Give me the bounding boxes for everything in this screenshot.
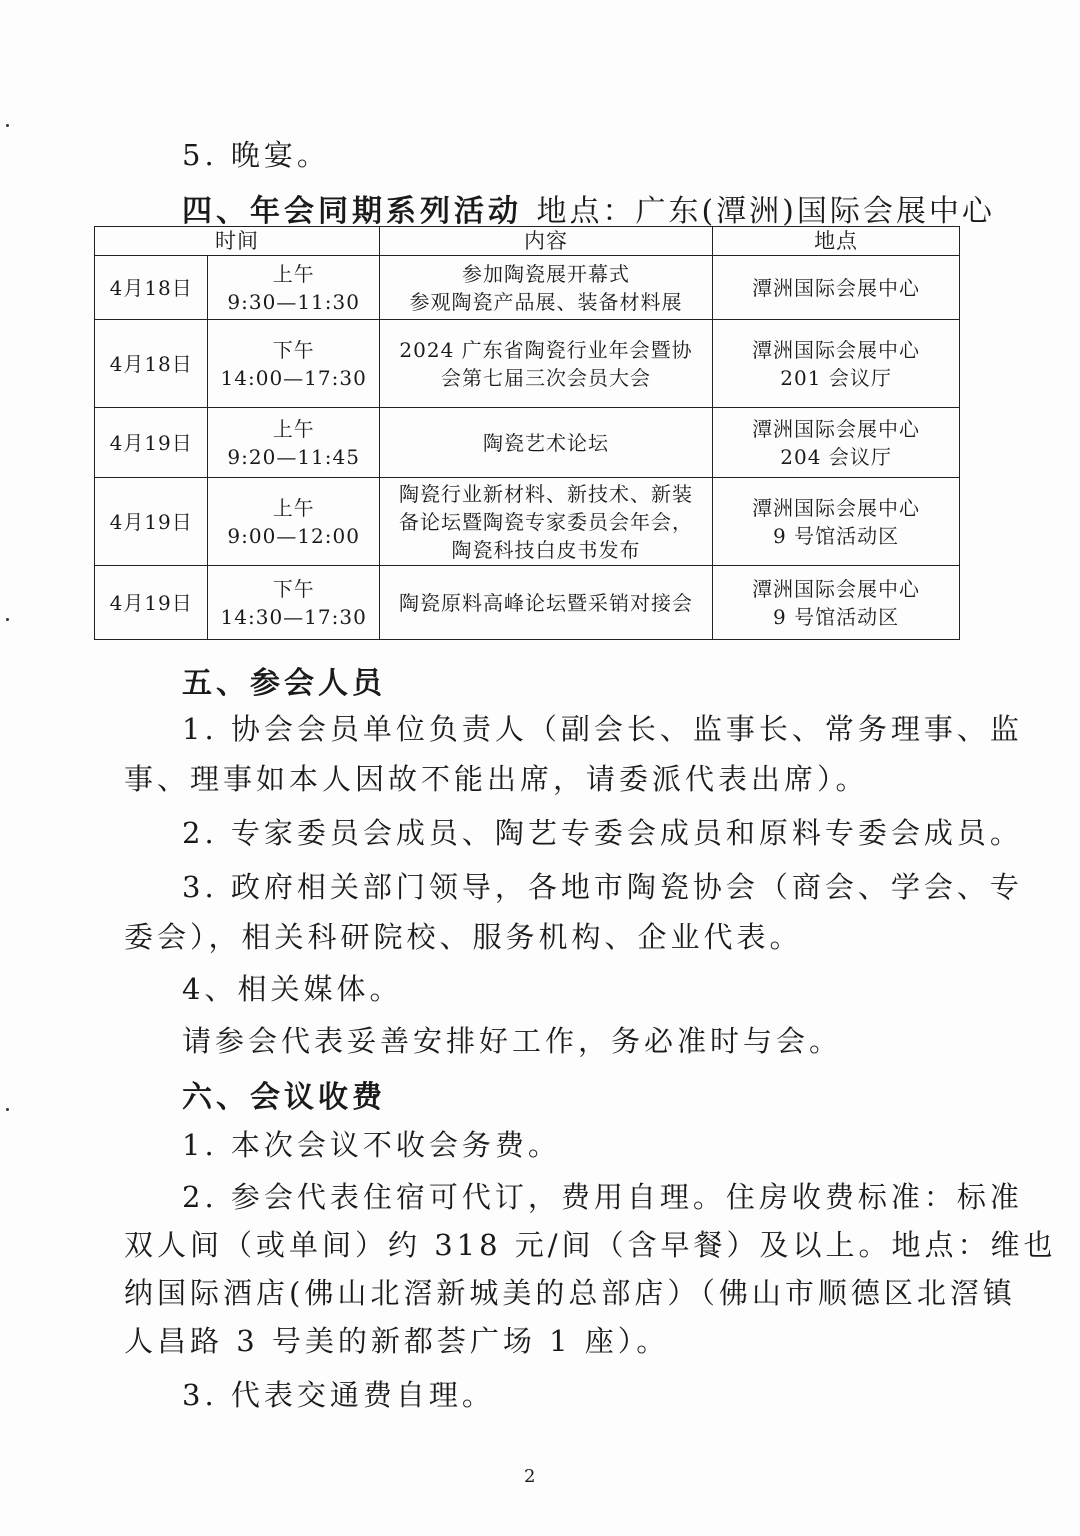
table-row <box>95 320 960 408</box>
place-line: 9 号馆活动区 <box>773 604 900 629</box>
section-5-line: 事、理事如本人因故不能出席，请委派代表出席）。 <box>124 762 869 796</box>
table-header-row <box>95 227 960 256</box>
place-line: 潭洲国际会展中心 <box>752 275 921 300</box>
margin-mark <box>6 1108 9 1111</box>
time-range: 9:30—11:30 <box>227 289 360 314</box>
section-6-line: 双人间（或单间）约 318 元/间（含早餐）及以上。地点：维也 <box>124 1228 1057 1262</box>
content-line: 陶瓷行业新材料、新技术、新装 <box>399 481 694 506</box>
section-5-line: 委会），相关科研院校、服务机构、企业代表。 <box>124 920 803 954</box>
cell-time <box>208 408 380 478</box>
cell-content <box>379 566 712 640</box>
table-row <box>95 408 960 478</box>
content-line: 陶瓷艺术论坛 <box>483 430 610 455</box>
section-4-heading <box>182 186 995 230</box>
cell-date: 4月19日 <box>95 408 208 478</box>
cell-place <box>713 478 960 566</box>
header-content: 内容 <box>379 227 712 256</box>
table-row <box>95 566 960 640</box>
content-line: 备论坛暨陶瓷专家委员会年会， <box>399 509 694 534</box>
cell-date: 4月19日 <box>95 566 208 640</box>
content-line: 2024 广东省陶瓷行业年会暨协 <box>399 337 693 362</box>
section-5-line: 3. 政府相关部门领导，各地市陶瓷协会（商会、学会、专 <box>182 870 1023 904</box>
place-line: 潭洲国际会展中心 <box>752 495 921 520</box>
place-line: 潭洲国际会展中心 <box>752 416 921 441</box>
cell-time <box>208 320 380 408</box>
header-time: 时间 <box>95 227 380 256</box>
cell-date: 4月19日 <box>95 478 208 566</box>
item-5-text: 5. 晚宴。 <box>182 138 330 172</box>
cell-place <box>713 408 960 478</box>
cell-date: 4月18日 <box>95 256 208 320</box>
activity-schedule-table <box>94 226 960 640</box>
section-4-title: 四、年会同期系列活动 <box>182 194 522 229</box>
content-line: 参观陶瓷产品展、装备材料展 <box>409 289 683 314</box>
cell-time <box>208 478 380 566</box>
place-line: 潭洲国际会展中心 <box>752 576 921 601</box>
content-line: 参加陶瓷展开幕式 <box>462 261 631 286</box>
cell-content <box>379 320 712 408</box>
margin-mark <box>6 618 9 621</box>
section-5-line: 请参会代表妥善安排好工作，务必准时与会。 <box>182 1024 843 1058</box>
cell-place <box>713 566 960 640</box>
section-5-line: 4、相关媒体。 <box>182 972 403 1006</box>
table-row <box>95 478 960 566</box>
place-line: 201 会议厅 <box>780 365 892 390</box>
section-6-line: 2. 参会代表住宿可代订，费用自理。住房收费标准：标准 <box>182 1180 1023 1214</box>
section-6-line: 1. 本次会议不收会务费。 <box>182 1128 561 1162</box>
content-line: 会第七届三次会员大会 <box>441 365 652 390</box>
cell-time <box>208 566 380 640</box>
section-6-heading: 六、会议收费 <box>182 1080 386 1115</box>
place-line: 9 号馆活动区 <box>773 523 900 548</box>
page-number: 2 <box>524 1466 536 1487</box>
time-period: 上午 <box>272 261 315 286</box>
place-line: 潭洲国际会展中心 <box>752 337 921 362</box>
time-period: 上午 <box>272 495 315 520</box>
section-5-line: 2. 专家委员会成员、陶艺专委会成员和原料专委会成员。 <box>182 816 1023 850</box>
header-place: 地点 <box>713 227 960 256</box>
content-line: 陶瓷原料高峰论坛暨采销对接会 <box>399 590 694 615</box>
time-range: 9:20—11:45 <box>227 444 360 469</box>
section-5-heading: 五、参会人员 <box>182 666 386 701</box>
time-range: 9:00—12:00 <box>227 523 360 548</box>
time-period: 下午 <box>272 576 315 601</box>
section-6-line: 3. 代表交通费自理。 <box>182 1378 495 1412</box>
section-4-location: 地点：广东(潭洲)国际会展中心 <box>536 194 995 229</box>
content-line: 陶瓷科技白皮书发布 <box>451 537 641 562</box>
time-period: 上午 <box>272 416 315 441</box>
cell-date: 4月18日 <box>95 320 208 408</box>
cell-time <box>208 256 380 320</box>
cell-content <box>379 256 712 320</box>
section-6-line: 纳国际酒店(佛山北滘新城美的总部店）（佛山市顺德区北滘镇 <box>124 1276 1016 1310</box>
time-range: 14:00—17:30 <box>220 365 367 390</box>
cell-content <box>379 408 712 478</box>
cell-content <box>379 478 712 566</box>
table-row <box>95 256 960 320</box>
margin-mark <box>6 124 9 127</box>
time-range: 14:30—17:30 <box>220 604 367 629</box>
cell-place <box>713 256 960 320</box>
time-period: 下午 <box>272 337 315 362</box>
cell-place <box>713 320 960 408</box>
section-5-line: 1. 协会会员单位负责人（副会长、监事长、常务理事、监 <box>182 712 1023 746</box>
place-line: 204 会议厅 <box>780 444 892 469</box>
section-6-line: 人昌路 3 号美的新都荟广场 1 座）。 <box>124 1324 670 1358</box>
